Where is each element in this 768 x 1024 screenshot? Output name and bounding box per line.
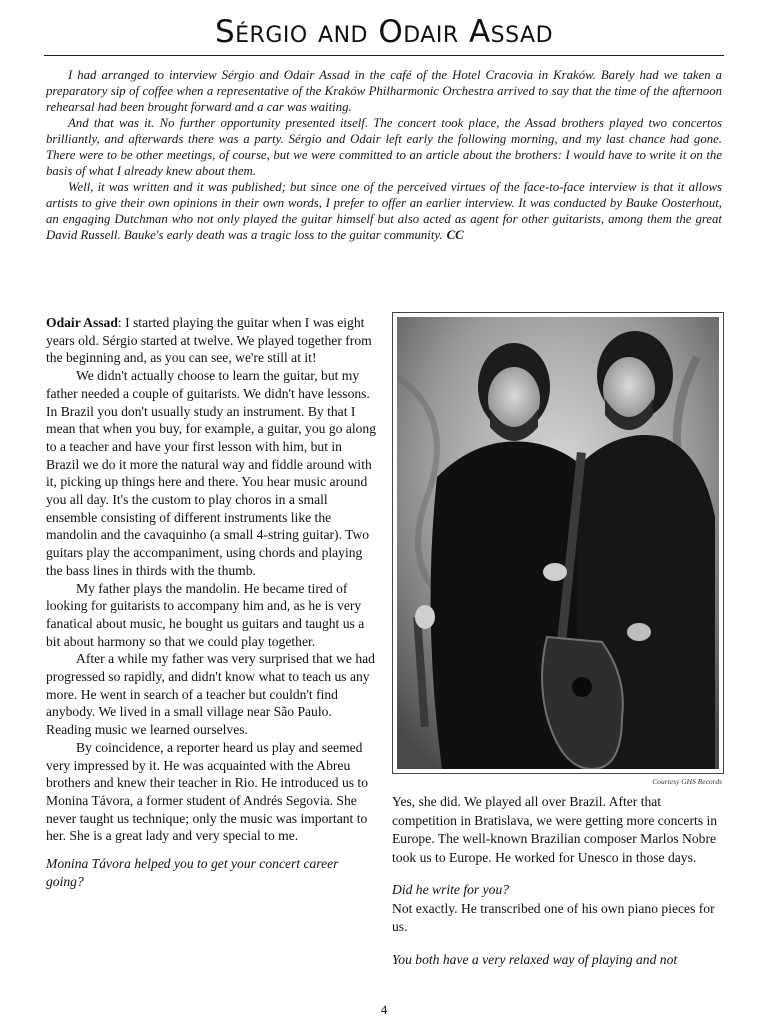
body-paragraph: We didn't actually choose to learn the guitar, but my father needed a couple of guitarists. We didn't have lessons. In Brazil you don't usually study an instrument. By that I mean that when you buy, for example, a guitar, you go along to a teacher and have your first lesson with him, but in Brazil we do it more the natural way and fiddle around with it, picking up things here and there. You hear music around you all day. It's the custom to play choros in a small ensemble consisting of different instruments like the mandolin and the cavaquinho (a small 4-string guitar). Two guitars play the accompaniment, using chords and playing the bass lines in thirds with the thumb. [46,368,377,578]
intro-paragraph: And that was it. No further opportunity presented itself. The concert took place, the Assad brothers played two concertos brilliantly, and afterwards there was a party. Sérgio and Odair left early the following morning, and my last chance had gone. There were to be other meetings, of course, but we were committed to an article about the brothers: I would have to write it on the basis of what I already knew about them. [46,116,722,178]
left-column [46,314,378,891]
page-title: Sérgio and Odair Assad [214,14,554,50]
answer-paragraph: Yes, she did. We played all over Brazil. After that competition in Bratislava, we were getting more concerts in Europe. The well-known Brazilian composer Marlos Nobre took us to Europe. He worked for Unesco in those days. [392,794,718,865]
right-column [392,793,724,969]
intro-section [46,67,722,243]
interview-question: Monina Távora helped you to get your concert career going? [46,856,339,889]
assad-brothers-photo [397,317,719,769]
body-paragraph: My father plays the mandolin. He became tired of looking for guitarists to accompany him and, as he is very fanatical about music, he bought us guitars and taught us a bit about harmony so that we could play together. [46,580,365,649]
interview-question: You both have a very relaxed way of playing and not [392,951,678,967]
intro-paragraph-text: Well, it was written and it was published; but since one of the perceived virtues of the face-to-face interview is that it allows artists to give their own opinions in their own words, I prefer to offer an earlier interview. It was conducted by Bauke Oosterhout, an engaging Dutchman who not only played the guitar himself but also acted as agent for other guitarists, among them the great David Russell. Bauke's early death was a tragic loss to the guitar community. [46,180,722,242]
opening-paragraph [46,314,378,367]
speaker-name: Odair Assad [46,315,118,330]
page-number: 4 [380,1002,388,1017]
photo-frame [392,312,724,774]
photo-credit: Courtesy GHS Records [652,777,722,786]
body-paragraph: After a while my father was very surprised that we had progressed so rapidly, and didn't know what to teach us any more. He went in search of a teacher but couldn't find anybody. We lived in a small village near São Paulo. Reading music we learned ourselves. [46,651,375,738]
interview-question: Did he write for you? [392,882,510,897]
answer-paragraph: Not exactly. He transcribed one of his own piano pieces for us. [392,900,715,934]
body-paragraph: By coincidence, a reporter heard us play and seemed very impressed by it. He was acquainted with the Abreu brothers and knew their teacher in Rio. He introduced us to Monina Távora, a former student of Andrés Segovia. She never taught us technique; only the music was important to her. She is a great lady and very special to me. [46,739,369,844]
intro-paragraph [46,179,722,243]
author-signature: CC [446,228,464,242]
title-rule [44,55,724,56]
intro-paragraph: I had arranged to interview Sérgio and Odair Assad in the café of the Hotel Cracovia in Kraków. Barely had we taken a preparatory sip of coffee when a representative of the Kraków Philharmonic Orchestra arrived to say that the time of the afternoon rehearsal had been brought forward and a car was waiting. [46,68,722,114]
opening-text: : I started playing the guitar when I was eight years old. Sérgio started at twelve. We played together from the beginning and, as you can see, we're still at it! [46,315,372,366]
